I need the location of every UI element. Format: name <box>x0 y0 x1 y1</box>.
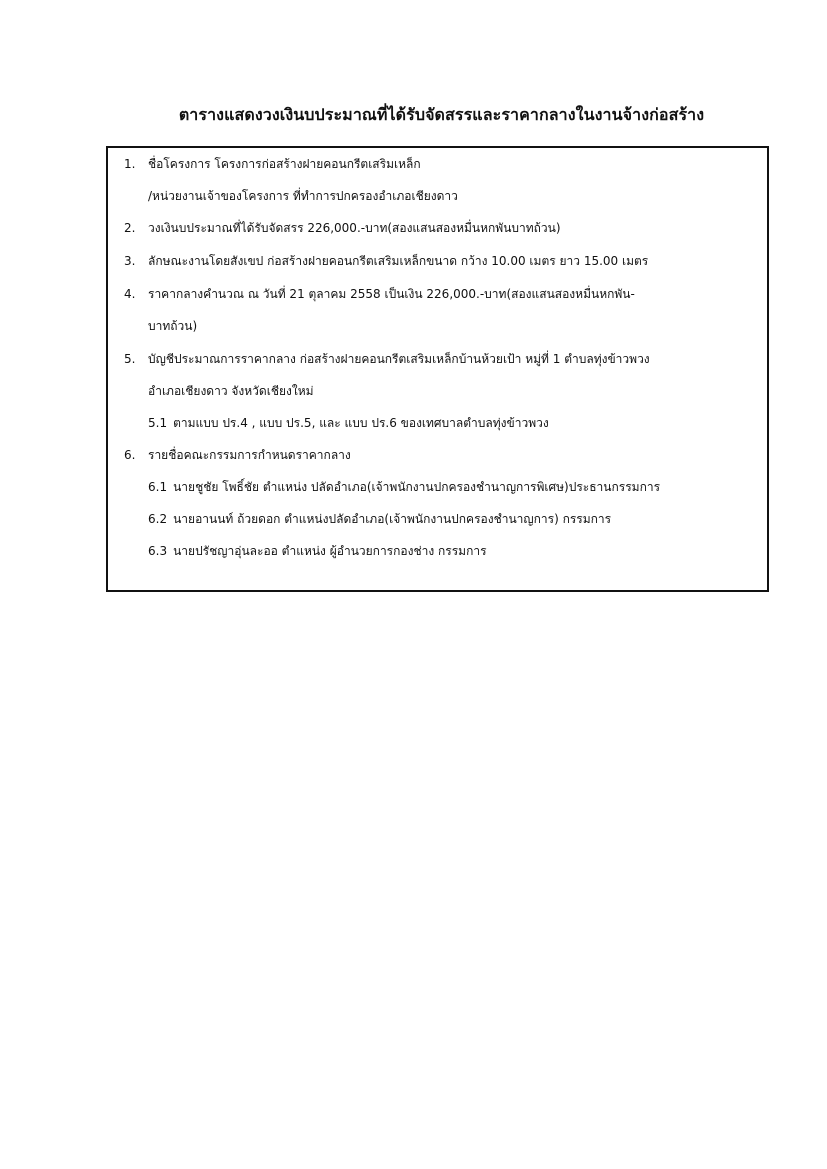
item-text: บาทถ้วน) <box>148 319 198 333</box>
item-text: /หน่วยงานเจ้าของโครงการ ที่ทำการปกครองอำเภอเชียงดาว <box>148 189 458 203</box>
sub-item-number: 6.1 <box>148 480 168 494</box>
item-number: 5. <box>124 352 136 366</box>
item-text: รายชื่อคณะกรรมการกำหนดราคากลาง <box>148 448 351 462</box>
list-item <box>124 220 561 236</box>
item-text: นายปรัชญาอุ่นละออ ตำแหน่ง ผู้อำนวยการกองช่าง กรรมการ <box>173 544 487 558</box>
item-text: อำเภอเชียงดาว จังหวัดเชียงใหม่ <box>148 384 314 398</box>
item-text: ราคากลางคำนวณ ณ วันที่ 21 ตุลาคม 2558 เป็นเงิน 226,000.-บาท(สองแสนสองหมื่นหกพัน- <box>148 287 635 301</box>
list-item <box>124 351 650 367</box>
list-item <box>124 156 421 172</box>
list-item <box>124 286 635 302</box>
list-item-continuation <box>148 318 197 334</box>
list-item-continuation <box>148 188 458 204</box>
item-text: นายอานนท์ ถ้วยดอก ตำแหน่งปลัดอำเภอ(เจ้าพนักงานปกครองชำนาญการ) กรรมการ <box>173 512 612 526</box>
list-item-continuation <box>148 383 314 399</box>
item-number: 2. <box>124 221 136 235</box>
list-item <box>124 253 648 269</box>
item-text: ชื่อโครงการ โครงการก่อสร้างฝายคอนกรีตเสริมเหล็ก <box>148 157 421 171</box>
item-text: ตามแบบ ปร.4 , แบบ ปร.5, และ แบบ ปร.6 ของเทศบาลตำบลทุ่งข้าวพวง <box>173 416 549 430</box>
sub-item-number: 6.3 <box>148 544 168 558</box>
item-text: ลักษณะงานโดยสังเขป ก่อสร้างฝายคอนกรีตเสริมเหล็กขนาด กว้าง 10.00 เมตร ยาว 15.00 เมตร <box>148 254 649 268</box>
item-text: นายชูชัย โพธิ์ชัย ตำแหน่ง ปลัดอำเภอ(เจ้าพนักงานปกครองชำนาญการพิเศษ)ประธานกรรมการ <box>173 480 661 494</box>
sub-item-number: 5.1 <box>148 416 168 430</box>
sub-item <box>148 415 549 431</box>
item-text: วงเงินบประมาณที่ได้รับจัดสรร 226,000.-บาท(สองแสนสองหมื่นหกพันบาทถ้วน) <box>148 221 561 235</box>
item-number: 6. <box>124 448 136 462</box>
sub-item <box>148 543 487 559</box>
sub-item-number: 6.2 <box>148 512 168 526</box>
item-number: 3. <box>124 254 136 268</box>
list-item <box>124 447 351 463</box>
sub-item <box>148 479 660 495</box>
item-number: 1. <box>124 157 136 171</box>
item-text: บัญชีประมาณการราคากลาง ก่อสร้างฝายคอนกรีตเสริมเหล็กบ้านห้วยเป้า หมู่ที่ 1 ตำบลทุ่งข้าวพวง <box>148 352 650 366</box>
document-title: ตารางแสดงวงเงินบประมาณที่ได้รับจัดสรรและราคากลางในงานจ้างก่อสร้าง <box>178 105 705 124</box>
item-number: 4. <box>124 287 136 301</box>
sub-item <box>148 511 611 527</box>
